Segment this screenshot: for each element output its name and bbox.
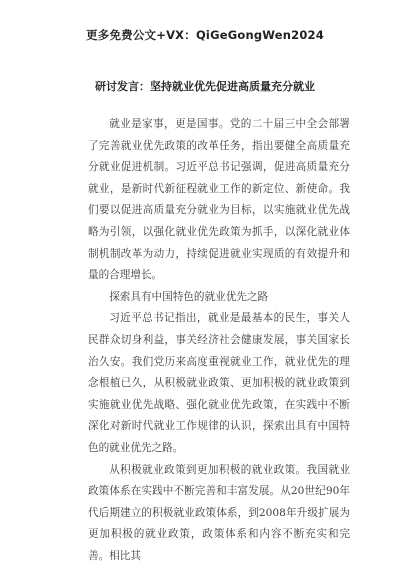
document-body bbox=[88, 114, 350, 567]
paragraph-intro: 就业是家事，更是国事。党的二十届三中全会部署了完善就业优先政策的改革任务，指出要健全高质量充分就业促进机制。习近平总书记强调，促进高质量充分就业，是新时代新征程就业工作的新定位、新使命。我们要以促进高质量充分就业为目标，以实施就业优先战略为引领，以强化就业优先政策为抓手，以深化就业体制机制改革为动力，持续促进就业实现质的有效提升和量的合理增长。 bbox=[88, 118, 350, 282]
section-heading: 探索具有中国特色的就业优先之路 bbox=[109, 290, 269, 303]
paragraph-body: 从积极就业政策到更加积极的就业政策。我国就业政策体系在实践中不断完善和丰富发展。从20世纪90年代后期建立的积极就业政策体系，到2008年升级扩展为更加积极的就业政策，政策体系和内容不断充实和完善。相比其 bbox=[88, 463, 350, 562]
paragraph-body: 习近平总书记指出，就业是最基本的民生，事关人民群众切身利益，事关经济社会健康发展，事关国家长治久安。我们党历来高度重视就业工作，就业优先的理念根植已久，从积极就业政策、更加积极的就业政策到实施就业优先战略、强化就业优先政策，在实践中不断深化对新时代就业工作规律的认识，探索出具有中国特色的就业优先之路。 bbox=[88, 312, 350, 454]
document-title: 研讨发言：坚持就业优先促进高质量充分就业 bbox=[95, 80, 315, 93]
watermark-header: 更多免费公文+VX：QiGeGongWen2024 bbox=[86, 28, 324, 42]
